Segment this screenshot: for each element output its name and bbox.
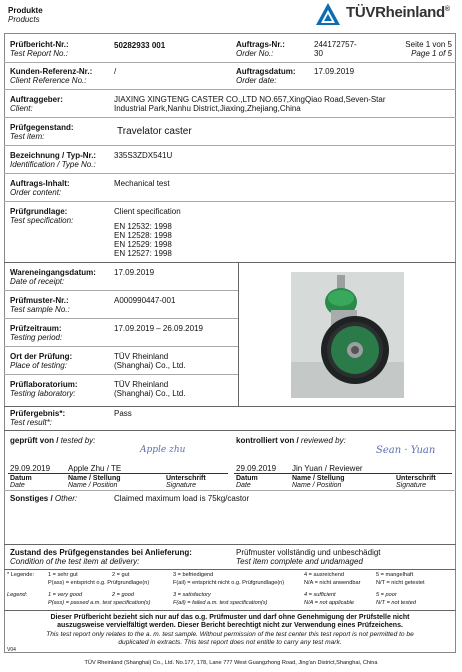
client-ref-label-en: Client Reference No.: — [10, 76, 87, 85]
receipt-label: Wareneingangsdatum: — [10, 268, 96, 277]
testing-period-label-en: Testing period: — [10, 333, 63, 342]
legend-item-en: P(ass) = passed a.m. test specification(s) — [48, 600, 151, 606]
test-spec-label: Prüfgrundlage: — [10, 207, 68, 216]
order-no-value-2: 30 — [314, 49, 323, 58]
condition-label-en: Condition of the test item at delivery: — [10, 557, 140, 566]
order-date-value: 17.09.2019 — [314, 67, 355, 76]
report-no-value: 50282933 001 — [114, 41, 166, 50]
doc-category-en: Products — [8, 15, 40, 24]
test-item-value: Travelator caster — [117, 126, 192, 137]
divider — [4, 406, 456, 407]
sample-no-value: A000990447-001 — [114, 296, 176, 305]
lab-value: TÜV Rheinland — [114, 380, 169, 389]
legend-item: 4 = ausreichend — [304, 572, 344, 578]
legend-item-en: N/A = not applicable — [304, 600, 355, 606]
reviewed-name: Jin Yuan / Reviewer — [292, 464, 363, 473]
lab-value-2: (Shanghai) Co., Ltd. — [114, 389, 186, 398]
date-header-en: Date — [236, 482, 251, 489]
test-spec-item: EN 12527: 1998 — [114, 249, 172, 258]
legend-item: 5 = mangelhaft — [376, 572, 414, 578]
client-ref-value: / — [114, 67, 117, 76]
vertical-divider — [238, 263, 239, 406]
receipt-label-en: Date of receipt: — [10, 277, 65, 286]
divider — [4, 290, 238, 291]
divider — [4, 318, 238, 319]
legend-item-en: 2 = good — [112, 592, 134, 598]
divider — [4, 89, 456, 90]
footer-address: TÜV Rheinland (Shanghai) Co., Ltd. No.177, 178, Lane 777 West Guangzhong Road, Jing'an District,Shanghai, China — [84, 660, 378, 666]
legend-item: N/A = nicht anwendbar — [304, 580, 361, 586]
name-header-en: Name / Position — [68, 482, 118, 489]
identification-label-en: Identification / Type No.: — [10, 160, 96, 169]
signature-header: Unterschrift — [396, 475, 436, 482]
client-value: JIAXING XINGTENG CASTER CO.,LTD NO.657,XingQiao Road,Seven-Star — [114, 95, 386, 104]
place-label: Ort der Prüfung: — [10, 352, 73, 361]
reviewed-date: 29.09.2019 — [236, 464, 277, 473]
place-label-en: Place of testing: — [10, 361, 67, 370]
tested-name: Apple Zhu / TE — [68, 464, 122, 473]
brand-name: TÜVRheinland® — [346, 4, 450, 21]
disclaimer-de: Dieser Prüfbericht bezieht sich nur auf das o.g. Prüfmuster und darf ohne Genehmigung der Prüfstelle nicht — [50, 614, 410, 621]
legend-item-en: 4 = sufficient — [304, 592, 336, 598]
doc-category: Produkte — [8, 6, 43, 15]
test-item-label: Prüfgegenstand: — [10, 123, 74, 132]
order-date-label: Auftragsdatum: — [236, 67, 296, 76]
test-item-label-en: Test item: — [10, 132, 45, 141]
order-content-value: Mechanical test — [114, 179, 170, 188]
test-spec-item: Client specification — [114, 207, 181, 216]
divider — [4, 262, 456, 263]
tested-by-label: geprüft von / tested by: — [10, 436, 96, 445]
legend-item-en: 3 = satisfactory — [173, 592, 211, 598]
test-spec-item: EN 12532: 1998 — [114, 222, 172, 231]
legend-item-en: 5 = poor — [376, 592, 397, 598]
receipt-value: 17.09.2019 — [114, 268, 155, 277]
signature-header-en: Signature — [166, 482, 196, 489]
condition-value: Prüfmuster vollständig und unbeschädigt — [236, 548, 381, 557]
signature-header-en: Signature — [396, 482, 426, 489]
legend-item-en: N/T = not tested — [376, 600, 416, 606]
tested-date: 29.09.2019 — [10, 464, 51, 473]
tester-signature: Apple zhu — [140, 445, 186, 455]
name-header-en: Name / Position — [292, 482, 342, 489]
client-label: Auftraggeber: — [10, 95, 63, 104]
divider — [4, 610, 456, 611]
order-no-value: 244172757- — [314, 40, 357, 49]
legend-item: P(ass) = entspricht o.g. Prüfgrundlage(n) — [48, 580, 150, 586]
legend-item: 2 = gut — [112, 572, 130, 578]
divider — [4, 430, 456, 431]
testing-period-label: Prüfzeitraum: — [10, 324, 62, 333]
report-no-label: Prüfbericht-Nr.: — [10, 40, 69, 49]
legend-title-en: Legend: — [7, 592, 28, 598]
divider — [4, 544, 456, 545]
lab-label: Prüflaboratorium: — [10, 380, 78, 389]
divider — [4, 569, 456, 570]
divider — [4, 173, 456, 174]
divider — [4, 346, 238, 347]
name-header: Name / Stellung — [68, 475, 121, 482]
divider — [4, 62, 456, 63]
legend-item-en: 1 = very good — [48, 592, 83, 598]
place-value-2: (Shanghai) Co., Ltd. — [114, 361, 186, 370]
caster-photo — [291, 272, 404, 398]
divider — [4, 490, 456, 491]
result-label-en: Test result*: — [10, 418, 52, 427]
testing-period-value: 17.09.2019 – 26.09.2019 — [114, 324, 203, 333]
disclaimer-en: This test report only relates to the a. m. test sample. Without permission of the test center this test report is not permitted to be — [46, 631, 414, 638]
page-number: Seite 1 von 5 — [405, 40, 452, 49]
date-header: Datum — [10, 475, 32, 482]
signature-line — [8, 473, 228, 474]
divider — [4, 201, 456, 202]
reviewed-by-label: kontrolliert von / reviewed by: — [236, 436, 346, 445]
legend-item-en: F(ail) = failed a.m. test specification(s) — [173, 600, 268, 606]
legend-title: * Legende: — [7, 572, 35, 578]
disclaimer-de-2: auszugsweise vervielfältigt werden. Dieser Bericht berechtigt nicht zur Verwendung eines Prüfzeichens. — [57, 622, 403, 629]
report-no-label-en: Test Report No.: — [10, 49, 68, 58]
place-value: TÜV Rheinland — [114, 352, 169, 361]
legend-item: F(ail) = entspricht nicht o.g. Prüfgrundlage(n) — [173, 580, 285, 586]
signature-line — [234, 473, 452, 474]
other-label: Sonstiges / Other: — [10, 494, 78, 503]
legend-item: 1 = sehr gut — [48, 572, 78, 578]
name-header: Name / Stellung — [292, 475, 345, 482]
lab-label-en: Testing laboratory: — [10, 389, 76, 398]
condition-value-en: Test item complete and undamaged — [236, 557, 363, 566]
sample-no-label-en: Test sample No.: — [10, 305, 70, 314]
signature-header: Unterschrift — [166, 475, 206, 482]
reviewer-signature: Sean · Yuan — [376, 445, 436, 456]
legend-item: N/T = nicht getestet — [376, 580, 425, 586]
order-date-label-en: Order date: — [236, 76, 277, 85]
divider — [4, 374, 238, 375]
test-spec-item: EN 12529: 1998 — [114, 240, 172, 249]
identification-value: 335S3ZDX541U — [114, 151, 173, 160]
divider — [4, 145, 456, 146]
order-no-label: Auftrags-Nr.: — [236, 40, 285, 49]
date-header: Datum — [236, 475, 258, 482]
test-spec-item: EN 12528: 1998 — [114, 231, 172, 240]
client-ref-label: Kunden-Referenz-Nr.: — [10, 67, 93, 76]
divider — [4, 117, 456, 118]
version-label: V04 — [7, 647, 16, 653]
test-spec-label-en: Test specification: — [10, 216, 74, 225]
disclaimer-en-2: duplicated in extracts. This test report does not entitle to carry any test mark. — [118, 639, 342, 646]
other-value: Claimed maximum load is 75kg/castor — [114, 494, 250, 503]
condition-label: Zustand des Prüfgegenstandes bei Anlieferung: — [10, 548, 192, 557]
identification-label: Bezeichnung / Typ-Nr.: — [10, 151, 97, 160]
tuv-logo-icon — [315, 2, 341, 26]
date-header-en: Date — [10, 482, 25, 489]
client-value-2: Industrial Park,Nanhu District,Jiaxing,Zhejiang,China — [114, 104, 301, 113]
order-content-label: Auftrags-Inhalt: — [10, 179, 70, 188]
sample-no-label: Prüfmuster-Nr.: — [10, 296, 69, 305]
client-label-en: Client: — [10, 104, 33, 113]
order-content-label-en: Order content: — [10, 188, 62, 197]
order-no-label-en: Order No.: — [236, 49, 274, 58]
page-number-en: Page 1 of 5 — [411, 49, 452, 58]
result-label: Prüfergebnis*: — [10, 409, 66, 418]
result-value: Pass — [114, 409, 132, 418]
legend-item: 3 = befriedigend — [173, 572, 214, 578]
